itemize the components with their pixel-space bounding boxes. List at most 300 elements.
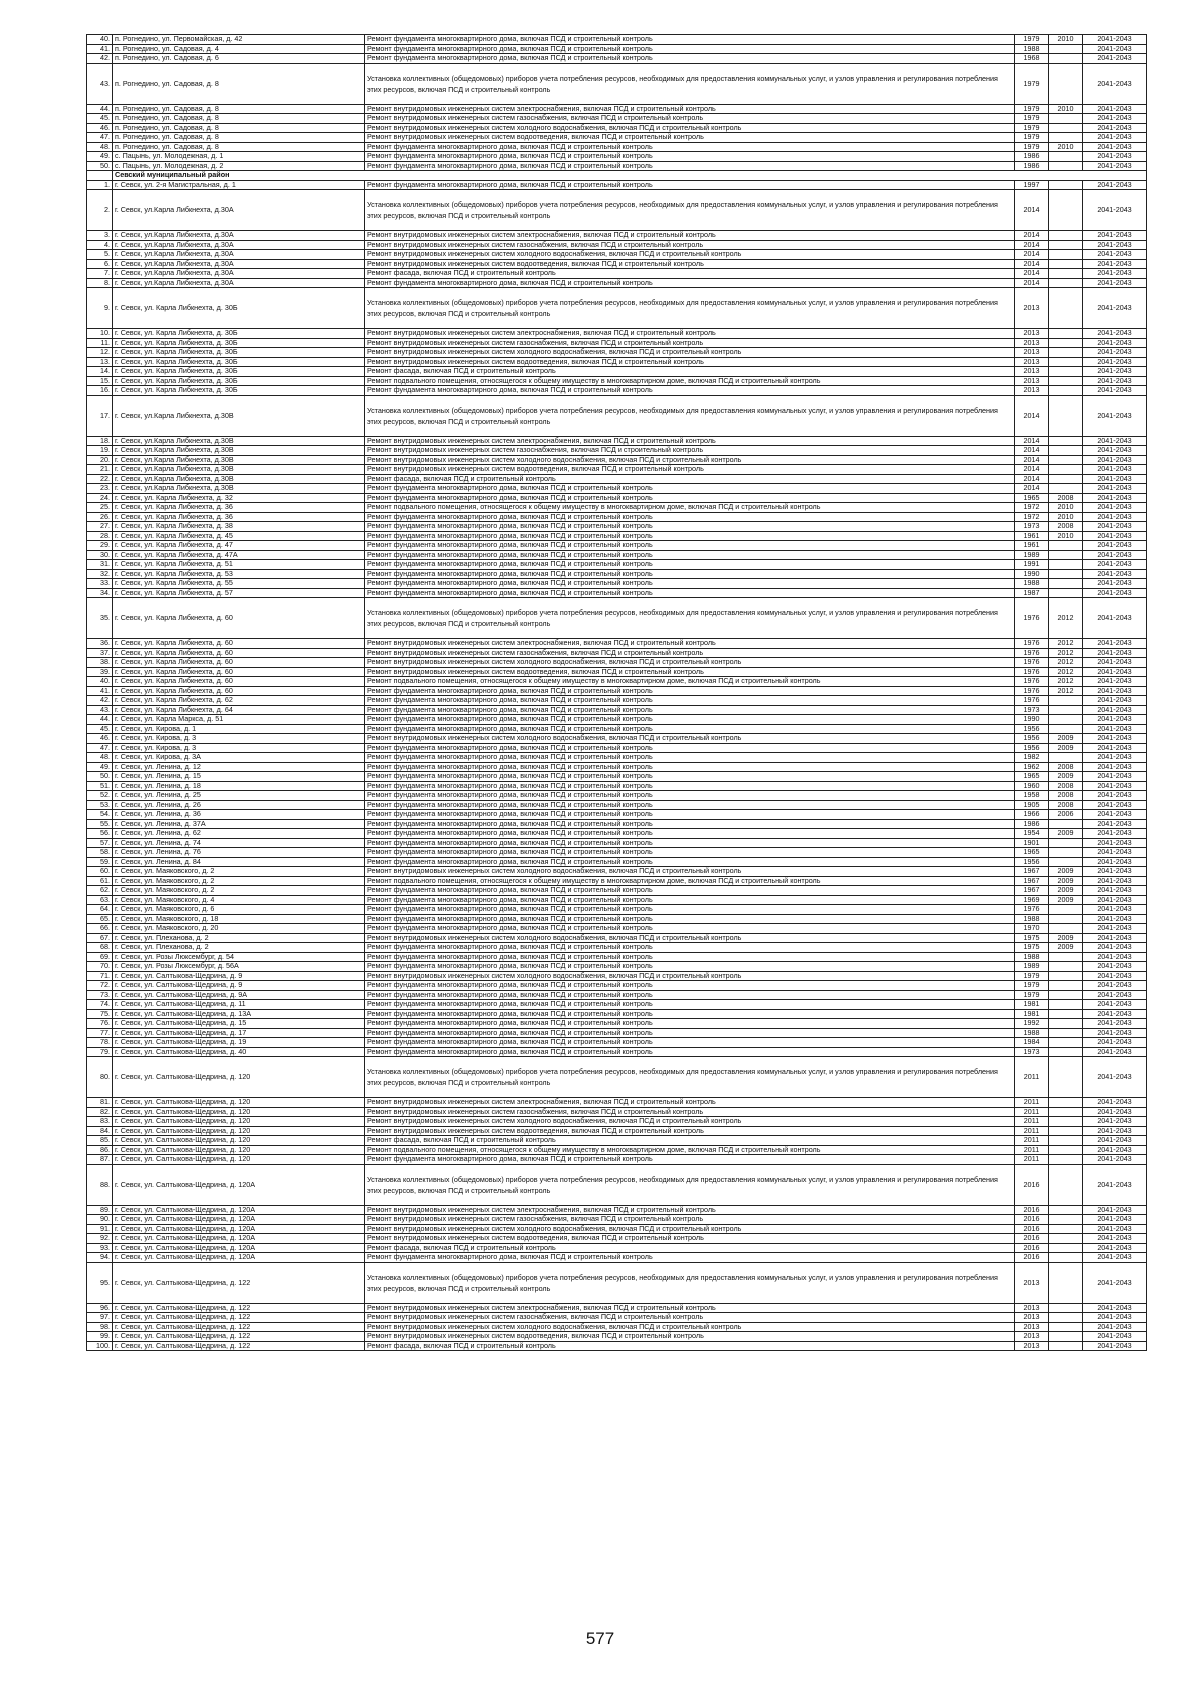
row-work: Ремонт фундамента многоквартирного дома, включая ПСД и строительный контроль (365, 914, 1015, 924)
row-address: г. Севск, ул. Салтыкова-Щедрина, д. 17 (113, 1028, 365, 1038)
row-number: 79. (87, 1047, 113, 1057)
table-body (87, 35, 1147, 1351)
row-number: 28. (87, 531, 113, 541)
table-row (87, 829, 1147, 839)
row-year-built: 2016 (1015, 1205, 1049, 1215)
row-period: 2041-2043 (1083, 1107, 1147, 1117)
row-address: г. Севск, ул. Салтыкова-Щедрина, д. 9А (113, 990, 365, 1000)
row-year-repair (1049, 569, 1083, 579)
row-year-repair: 2009 (1049, 933, 1083, 943)
row-year-built: 2013 (1015, 1262, 1049, 1303)
row-period: 2041-2043 (1083, 1262, 1147, 1303)
table-row (87, 1253, 1147, 1263)
table-row (87, 1047, 1147, 1057)
row-year-built: 1989 (1015, 962, 1049, 972)
table-row (87, 348, 1147, 358)
row-period: 2041-2043 (1083, 250, 1147, 260)
row-number: 62. (87, 886, 113, 896)
row-period: 2041-2043 (1083, 446, 1147, 456)
row-address: г. Севск, ул. Салтыкова-Щедрина, д. 9 (113, 971, 365, 981)
row-work: Ремонт внутридомовых инженерных систем холодного водоснабжения, включая ПСД и строительный контроль (365, 455, 1015, 465)
row-year-repair (1049, 990, 1083, 1000)
row-year-built: 1956 (1015, 857, 1049, 867)
row-year-built: 1986 (1015, 161, 1049, 171)
row-address: г. Севск, ул. Салтыкова-Щедрина, д. 120А (113, 1224, 365, 1234)
table-row (87, 395, 1147, 436)
row-work: Установка коллективных (общедомовых) приборов учета потребления ресурсов, необходимых для предоставления коммунальных услуг, и узлов управления и регулирования потребления этих ресурсов, включая ПСД и строительный контроль (365, 1057, 1015, 1098)
row-number: 35. (87, 598, 113, 639)
row-year-built: 2014 (1015, 259, 1049, 269)
table-row (87, 734, 1147, 744)
row-work: Ремонт фундамента многоквартирного дома, включая ПСД и строительный контроль (365, 386, 1015, 396)
row-address: г. Севск, ул. Салтыкова-Щедрина, д. 120А (113, 1205, 365, 1215)
row-year-built: 1976 (1015, 648, 1049, 658)
table-row (87, 288, 1147, 329)
table-row (87, 231, 1147, 241)
row-period: 2041-2043 (1083, 1164, 1147, 1205)
table-row (87, 952, 1147, 962)
row-period: 2041-2043 (1083, 705, 1147, 715)
table-row (87, 329, 1147, 339)
row-period: 2041-2043 (1083, 971, 1147, 981)
row-address: г. Севск, ул. Салтыкова-Щедрина, д. 11 (113, 1000, 365, 1010)
row-year-built: 1954 (1015, 829, 1049, 839)
row-work: Установка коллективных (общедомовых) приборов учета потребления ресурсов, необходимых для предоставления коммунальных услуг, и узлов управления и регулирования потребления этих ресурсов, включая ПСД и строительный контроль (365, 598, 1015, 639)
row-work: Ремонт внутридомовых инженерных систем водоотведения, включая ПСД и строительный контроль (365, 1234, 1015, 1244)
row-work: Ремонт внутридомовых инженерных систем водоотведения, включая ПСД и строительный контроль (365, 465, 1015, 475)
row-work: Ремонт фасада, включая ПСД и строительный контроль (365, 1136, 1015, 1146)
table-row (87, 1028, 1147, 1038)
table-row (87, 715, 1147, 725)
row-address: г. Севск, ул. Ленина, д. 15 (113, 772, 365, 782)
table-row (87, 819, 1147, 829)
row-period: 2041-2043 (1083, 338, 1147, 348)
row-year-built: 1981 (1015, 1000, 1049, 1010)
row-work: Ремонт фундамента многоквартирного дома, включая ПСД и строительный контроль (365, 484, 1015, 494)
row-period: 2041-2043 (1083, 376, 1147, 386)
row-year-built: 2013 (1015, 329, 1049, 339)
row-year-repair (1049, 588, 1083, 598)
table-row (87, 240, 1147, 250)
row-address: г. Севск, ул.Карла Либкнехта, д.30А (113, 259, 365, 269)
row-period: 2041-2043 (1083, 133, 1147, 143)
section-title: Севский муниципальный район (113, 171, 1147, 181)
row-number: 44. (87, 104, 113, 114)
table-row (87, 639, 1147, 649)
row-period: 2041-2043 (1083, 1322, 1147, 1332)
row-number: 61. (87, 876, 113, 886)
table-row (87, 152, 1147, 162)
row-number: 70. (87, 962, 113, 972)
row-year-built: 1992 (1015, 1019, 1049, 1029)
row-period: 2041-2043 (1083, 512, 1147, 522)
row-address: г. Севск, ул. Карла Либкнехта, д. 30Б (113, 348, 365, 358)
row-year-repair (1049, 376, 1083, 386)
row-work: Ремонт фундамента многоквартирного дома, включая ПСД и строительный контроль (365, 990, 1015, 1000)
row-work: Ремонт фундамента многоквартирного дома, включая ПСД и строительный контроль (365, 180, 1015, 190)
row-work: Установка коллективных (общедомовых) приборов учета потребления ресурсов, необходимых для предоставления коммунальных услуг, и узлов управления и регулирования потребления этих ресурсов, включая ПСД и строительный контроль (365, 190, 1015, 231)
row-year-built: 1976 (1015, 639, 1049, 649)
table-row (87, 44, 1147, 54)
row-address: г. Севск, ул. Карла Либкнехта, д. 36 (113, 512, 365, 522)
row-period: 2041-2043 (1083, 667, 1147, 677)
capital-repair-table (86, 34, 1147, 1351)
table-row (87, 867, 1147, 877)
row-work: Ремонт внутридомовых инженерных систем электроснабжения, включая ПСД и строительный контроль (365, 104, 1015, 114)
row-year-repair (1049, 1057, 1083, 1098)
row-number: 22. (87, 474, 113, 484)
row-year-built: 1962 (1015, 762, 1049, 772)
row-year-built: 2011 (1015, 1117, 1049, 1127)
row-year-repair (1049, 133, 1083, 143)
table-row (87, 924, 1147, 934)
row-year-repair (1049, 1047, 1083, 1057)
row-period: 2041-2043 (1083, 772, 1147, 782)
row-address: г. Севск, ул. Карла Либкнехта, д. 30Б (113, 386, 365, 396)
row-year-repair (1049, 560, 1083, 570)
row-work: Ремонт фундамента многоквартирного дома, включая ПСД и строительный контроль (365, 905, 1015, 915)
row-year-built: 2014 (1015, 436, 1049, 446)
table-row (87, 367, 1147, 377)
row-period: 2041-2043 (1083, 943, 1147, 953)
row-address: г. Севск, ул. Салтыкова-Щедрина, д. 122 (113, 1262, 365, 1303)
row-year-repair (1049, 250, 1083, 260)
row-address: г. Севск, ул. Салтыкова-Щедрина, д. 120 (113, 1136, 365, 1146)
row-address: г. Севск, ул. Маяковского, д. 4 (113, 895, 365, 905)
row-year-repair (1049, 1332, 1083, 1342)
row-year-built: 2016 (1015, 1243, 1049, 1253)
row-year-built: 1976 (1015, 667, 1049, 677)
row-year-built: 1975 (1015, 943, 1049, 953)
row-number: 19. (87, 446, 113, 456)
row-year-repair (1049, 395, 1083, 436)
table-row (87, 753, 1147, 763)
row-number: 43. (87, 705, 113, 715)
row-period: 2041-2043 (1083, 1000, 1147, 1010)
row-number: 86. (87, 1145, 113, 1155)
row-year-repair (1049, 1164, 1083, 1205)
row-period: 2041-2043 (1083, 876, 1147, 886)
row-work: Ремонт фундамента многоквартирного дома, включая ПСД и строительный контроль (365, 829, 1015, 839)
row-period: 2041-2043 (1083, 905, 1147, 915)
row-address: г. Севск, ул. Карла Либкнехта, д. 30Б (113, 329, 365, 339)
row-work: Ремонт фундамента многоквартирного дома, включая ПСД и строительный контроль (365, 962, 1015, 972)
row-address: г. Севск, ул.Карла Либкнехта, д.30В (113, 484, 365, 494)
row-year-repair: 2009 (1049, 743, 1083, 753)
row-number: 84. (87, 1126, 113, 1136)
row-year-repair (1049, 848, 1083, 858)
row-period: 2041-2043 (1083, 1224, 1147, 1234)
row-address: г. Севск, ул. Ленина, д. 37А (113, 819, 365, 829)
row-year-repair: 2012 (1049, 648, 1083, 658)
row-address: с. Пацынь, ул. Молодежная, д. 2 (113, 161, 365, 171)
row-address: г. Севск, ул. Маяковского, д. 2 (113, 867, 365, 877)
row-work: Ремонт фундамента многоквартирного дома, включая ПСД и строительный контроль (365, 1155, 1015, 1165)
row-address: г. Севск, ул. Карла Либкнехта, д. 55 (113, 579, 365, 589)
row-period: 2041-2043 (1083, 1253, 1147, 1263)
row-address: г. Севск, ул. Карла Либкнехта, д. 62 (113, 696, 365, 706)
table-row (87, 569, 1147, 579)
row-address: г. Севск, ул. Кирова, д. 1 (113, 724, 365, 734)
row-address: г. Севск, ул. Маяковского, д. 2 (113, 886, 365, 896)
row-address: г. Севск, ул. Розы Люксембург, д. 56А (113, 962, 365, 972)
table-row (87, 1136, 1147, 1146)
row-number: 85. (87, 1136, 113, 1146)
row-address: г. Севск, ул. Салтыкова-Щедрина, д. 40 (113, 1047, 365, 1057)
row-number: 37. (87, 648, 113, 658)
row-address: г. Севск, ул. Карла Либкнехта, д. 30Б (113, 357, 365, 367)
row-period: 2041-2043 (1083, 658, 1147, 668)
row-address: г. Севск, ул. Салтыкова-Щедрина, д. 120 (113, 1098, 365, 1108)
row-number: 26. (87, 512, 113, 522)
row-number: 59. (87, 857, 113, 867)
row-work: Ремонт внутридомовых инженерных систем водоотведения, включая ПСД и строительный контроль (365, 133, 1015, 143)
row-work: Ремонт внутридомовых инженерных систем газоснабжения, включая ПСД и строительный контроль (365, 1215, 1015, 1225)
row-period: 2041-2043 (1083, 933, 1147, 943)
row-address: г. Севск, ул. 2-я Магистральная, д. 1 (113, 180, 365, 190)
row-year-built: 1967 (1015, 867, 1049, 877)
table-row (87, 1224, 1147, 1234)
row-year-built: 1976 (1015, 696, 1049, 706)
row-year-built: 1988 (1015, 579, 1049, 589)
row-period: 2041-2043 (1083, 686, 1147, 696)
row-address: г. Севск, ул. Розы Люксембург, д. 54 (113, 952, 365, 962)
row-year-repair (1049, 114, 1083, 124)
row-year-repair (1049, 1136, 1083, 1146)
row-year-built: 1966 (1015, 810, 1049, 820)
row-year-repair (1049, 231, 1083, 241)
row-address: г. Севск, ул. Салтыкова-Щедрина, д. 15 (113, 1019, 365, 1029)
row-work: Ремонт внутридомовых инженерных систем холодного водоснабжения, включая ПСД и строительный контроль (365, 250, 1015, 260)
row-work: Ремонт внутридомовых инженерных систем электроснабжения, включая ПСД и строительный контроль (365, 1098, 1015, 1108)
row-year-built: 1990 (1015, 569, 1049, 579)
row-work: Ремонт фундамента многоквартирного дома, включая ПСД и строительный контроль (365, 848, 1015, 858)
row-year-built: 1988 (1015, 44, 1049, 54)
row-year-built: 1988 (1015, 1028, 1049, 1038)
row-year-built: 1967 (1015, 876, 1049, 886)
row-address: г. Севск, ул. Салтыкова-Щедрина, д. 120 (113, 1107, 365, 1117)
table-row (87, 990, 1147, 1000)
row-work: Ремонт внутридомовых инженерных систем электроснабжения, включая ПСД и строительный контроль (365, 231, 1015, 241)
row-period: 2041-2043 (1083, 1313, 1147, 1323)
row-year-repair (1049, 981, 1083, 991)
row-work: Ремонт подвального помещения, относящегося к общему имуществу в многоквартирном доме, включая ПСД и строительный контроль (365, 876, 1015, 886)
row-number: 45. (87, 114, 113, 124)
row-work: Ремонт внутридомовых инженерных систем газоснабжения, включая ПСД и строительный контроль (365, 240, 1015, 250)
row-period: 2041-2043 (1083, 569, 1147, 579)
row-period: 2041-2043 (1083, 952, 1147, 962)
row-period: 2041-2043 (1083, 677, 1147, 687)
row-number: 14. (87, 367, 113, 377)
row-address: г. Севск, ул.Карла Либкнехта, д.30А (113, 278, 365, 288)
row-number: 77. (87, 1028, 113, 1038)
row-work: Ремонт внутридомовых инженерных систем холодного водоснабжения, включая ПСД и строительный контроль (365, 971, 1015, 981)
row-number: 2. (87, 190, 113, 231)
row-work: Ремонт фундамента многоквартирного дома, включая ПСД и строительный контроль (365, 696, 1015, 706)
table-row (87, 598, 1147, 639)
table-row (87, 484, 1147, 494)
row-year-repair: 2010 (1049, 503, 1083, 513)
row-year-repair: 2012 (1049, 686, 1083, 696)
table-row (87, 648, 1147, 658)
row-year-built: 1979 (1015, 990, 1049, 1000)
row-address: г. Севск, ул. Карла Либкнехта, д. 60 (113, 677, 365, 687)
row-year-repair (1049, 386, 1083, 396)
row-year-repair (1049, 1215, 1083, 1225)
row-address: г. Севск, ул.Карла Либкнехта, д.30В (113, 465, 365, 475)
row-year-repair (1049, 465, 1083, 475)
row-number: 88. (87, 1164, 113, 1205)
table-row (87, 250, 1147, 260)
row-period: 2041-2043 (1083, 598, 1147, 639)
row-number: 47. (87, 133, 113, 143)
row-period: 2041-2043 (1083, 550, 1147, 560)
row-period: 2041-2043 (1083, 781, 1147, 791)
row-year-built: 2016 (1015, 1215, 1049, 1225)
row-year-repair: 2008 (1049, 493, 1083, 503)
row-number: 11. (87, 338, 113, 348)
row-period: 2041-2043 (1083, 142, 1147, 152)
row-year-repair (1049, 1098, 1083, 1108)
row-work: Ремонт внутридомовых инженерных систем газоснабжения, включая ПСД и строительный контроль (365, 114, 1015, 124)
row-number: 9. (87, 288, 113, 329)
table-row (87, 1243, 1147, 1253)
row-period: 2041-2043 (1083, 1028, 1147, 1038)
row-number: 82. (87, 1107, 113, 1117)
row-year-repair: 2008 (1049, 781, 1083, 791)
row-year-built: 1973 (1015, 1047, 1049, 1057)
row-work: Ремонт фундамента многоквартирного дома, включая ПСД и строительный контроль (365, 753, 1015, 763)
row-period: 2041-2043 (1083, 465, 1147, 475)
table-row (87, 465, 1147, 475)
row-year-repair: 2010 (1049, 142, 1083, 152)
row-number: 25. (87, 503, 113, 513)
row-period: 2041-2043 (1083, 800, 1147, 810)
row-period: 2041-2043 (1083, 560, 1147, 570)
row-number: 36. (87, 639, 113, 649)
row-address: п. Рогнедино, ул. Садовая, д. 8 (113, 63, 365, 104)
row-period: 2041-2043 (1083, 1145, 1147, 1155)
row-number: 50. (87, 772, 113, 782)
row-work: Ремонт фундамента многоквартирного дома, включая ПСД и строительный контроль (365, 686, 1015, 696)
row-year-repair (1049, 1019, 1083, 1029)
table-row (87, 914, 1147, 924)
row-address: п. Рогнедино, ул. Садовая, д. 8 (113, 123, 365, 133)
row-work: Ремонт внутридомовых инженерных систем холодного водоснабжения, включая ПСД и строительный контроль (365, 348, 1015, 358)
row-number: 64. (87, 905, 113, 915)
row-year-repair (1049, 44, 1083, 54)
table-row (87, 123, 1147, 133)
table-row (87, 791, 1147, 801)
row-address: п. Рогнедино, ул. Садовая, д. 6 (113, 54, 365, 64)
row-period: 2041-2043 (1083, 231, 1147, 241)
row-work: Ремонт внутридомовых инженерных систем электроснабжения, включая ПСД и строительный контроль (365, 1205, 1015, 1215)
row-work: Ремонт внутридомовых инженерных систем холодного водоснабжения, включая ПСД и строительный контроль (365, 734, 1015, 744)
table-row (87, 512, 1147, 522)
row-period: 2041-2043 (1083, 886, 1147, 896)
row-year-built: 1988 (1015, 952, 1049, 962)
table-row (87, 1117, 1147, 1127)
row-work: Ремонт фасада, включая ПСД и строительный контроль (365, 474, 1015, 484)
row-year-built: 1976 (1015, 598, 1049, 639)
row-work: Ремонт внутридомовых инженерных систем водоотведения, включая ПСД и строительный контроль (365, 259, 1015, 269)
table-row (87, 522, 1147, 532)
table-row (87, 943, 1147, 953)
row-year-built: 1984 (1015, 1038, 1049, 1048)
row-year-repair (1049, 123, 1083, 133)
row-period: 2041-2043 (1083, 895, 1147, 905)
row-year-repair (1049, 952, 1083, 962)
row-period: 2041-2043 (1083, 914, 1147, 924)
table-row (87, 1057, 1147, 1098)
row-period: 2041-2043 (1083, 1038, 1147, 1048)
row-year-repair: 2009 (1049, 895, 1083, 905)
table-row (87, 63, 1147, 104)
row-work: Ремонт внутридомовых инженерных систем холодного водоснабжения, включая ПСД и строительный контроль (365, 933, 1015, 943)
row-number: 50. (87, 161, 113, 171)
row-year-repair (1049, 1262, 1083, 1303)
row-number: 10. (87, 329, 113, 339)
row-number: 65. (87, 914, 113, 924)
row-year-repair (1049, 753, 1083, 763)
row-year-built: 2013 (1015, 1303, 1049, 1313)
row-address: г. Севск, ул. Карла Либкнехта, д. 47 (113, 541, 365, 551)
row-work: Ремонт фундамента многоквартирного дома, включая ПСД и строительный контроль (365, 152, 1015, 162)
row-work: Ремонт внутридомовых инженерных систем холодного водоснабжения, включая ПСД и строительный контроль (365, 123, 1015, 133)
row-work: Ремонт фундамента многоквартирного дома, включая ПСД и строительный контроль (365, 1028, 1015, 1038)
row-year-repair (1049, 1028, 1083, 1038)
table-row (87, 376, 1147, 386)
row-year-built: 2014 (1015, 465, 1049, 475)
row-period: 2041-2043 (1083, 278, 1147, 288)
table-row (87, 895, 1147, 905)
table-row (87, 357, 1147, 367)
row-year-built: 2013 (1015, 386, 1049, 396)
row-year-repair (1049, 1126, 1083, 1136)
row-year-repair (1049, 1205, 1083, 1215)
row-year-built: 1991 (1015, 560, 1049, 570)
row-year-built: 2011 (1015, 1107, 1049, 1117)
row-address: г. Севск, ул.Карла Либкнехта, д.30А (113, 231, 365, 241)
row-work: Ремонт внутридомовых инженерных систем водоотведения, включая ПСД и строительный контроль (365, 357, 1015, 367)
row-work: Ремонт фундамента многоквартирного дома, включая ПСД и строительный контроль (365, 857, 1015, 867)
row-year-built: 1973 (1015, 522, 1049, 532)
table-row (87, 1205, 1147, 1215)
row-year-repair (1049, 54, 1083, 64)
row-work: Ремонт внутридомовых инженерных систем газоснабжения, включая ПСД и строительный контроль (365, 648, 1015, 658)
row-period: 2041-2043 (1083, 190, 1147, 231)
row-number: 67. (87, 933, 113, 943)
row-work: Ремонт фасада, включая ПСД и строительный контроль (365, 1341, 1015, 1351)
row-period: 2041-2043 (1083, 838, 1147, 848)
row-address: г. Севск, ул. Карла Либкнехта, д. 38 (113, 522, 365, 532)
row-year-repair: 2009 (1049, 876, 1083, 886)
row-work: Ремонт подвального помещения, относящегося к общему имуществу в многоквартирном доме, включая ПСД и строительный контроль (365, 677, 1015, 687)
row-period: 2041-2043 (1083, 734, 1147, 744)
row-year-repair (1049, 1341, 1083, 1351)
row-number: 97. (87, 1313, 113, 1323)
row-year-repair (1049, 857, 1083, 867)
row-period: 2041-2043 (1083, 503, 1147, 513)
row-number: 95. (87, 1262, 113, 1303)
row-number: 12. (87, 348, 113, 358)
table-row (87, 142, 1147, 152)
row-year-built: 1968 (1015, 54, 1049, 64)
table-row (87, 1038, 1147, 1048)
row-address: г. Севск, ул. Карла Либкнехта, д. 30Б (113, 367, 365, 377)
row-period: 2041-2043 (1083, 819, 1147, 829)
row-number: 100. (87, 1341, 113, 1351)
